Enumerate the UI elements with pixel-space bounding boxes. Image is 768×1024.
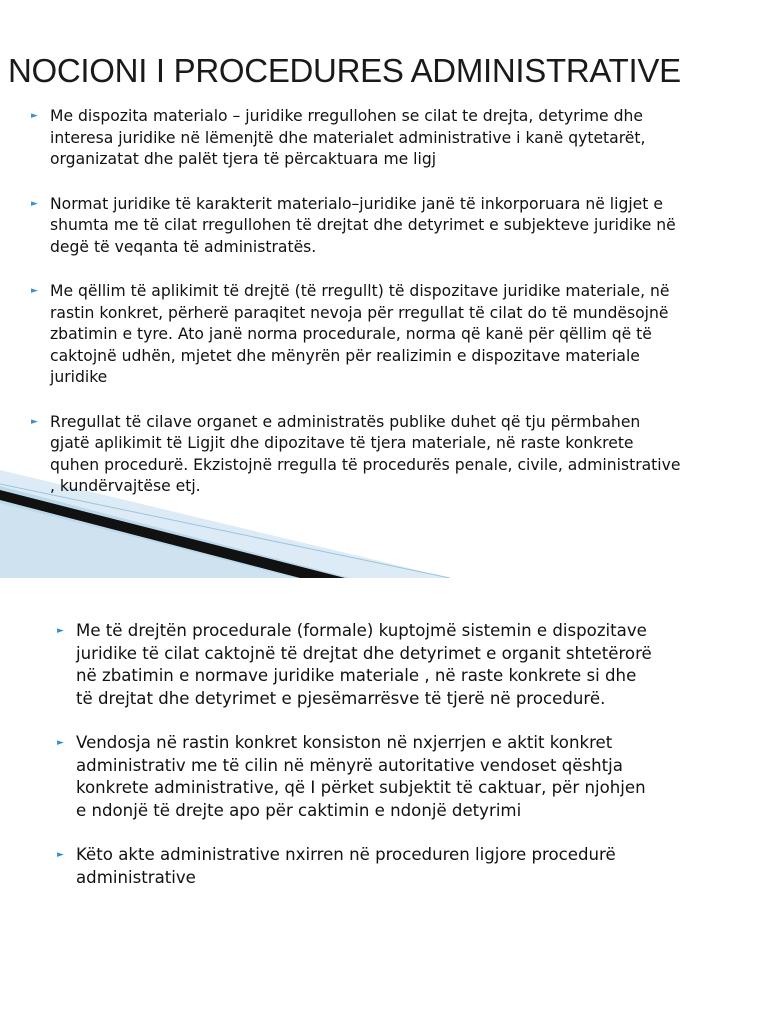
bullet-text: Vendosja në rastin konkret konsiston në nxjerrjen e aktit konkret administrativ me të cilin në mënyrë autoritative vendoset qështja konkrete administrative, që I përket subjektit të caktuar, për njohjen e ndonjë të drejte apo për caktimin e ndonjë detyrimi [76,733,646,820]
list-item [31,194,768,259]
triangle-right-icon: ► [31,198,38,209]
list-item [31,106,768,171]
triangle-right-icon: ► [31,286,38,296]
list-item [31,281,768,389]
bullet-text: Këto akte administrative nxirren në proceduren ligjore procedurë administrative [76,845,616,887]
page-title: NOCIONI I PROCEDURES ADMINISTRATIVE [8,52,681,89]
triangle-right-icon: ► [57,850,64,860]
bullet-text: Me dispozita materialo – juridike rregullohen se cilat te drejta, detyrime dhe interesa juridike në lëmenjtë dhe materialet administrative i kanë qytetarët, organizatat dhe palët tjera të përcaktuara me ligj [50,107,646,168]
slide-2 [0,578,768,1024]
bullet-list [57,620,768,911]
triangle-right-icon: ► [31,416,38,427]
list-item [31,412,768,498]
bullet-list [31,106,768,521]
list-item [57,844,768,889]
list-item [57,620,768,710]
bullet-text: Normat juridike të karakterit materialo–juridike janë të inkorporuara në ligjet e shumta me të cilat rregullohen të drejtat dhe detyrimet e subjekteve juridike në degë të veqanta të administratës. [50,194,676,256]
bullet-text: Me qëllim të aplikimit të drejtë (të rregullt) të dispozitave juridike materiale, në rastin konkret, përherë paraqitet nevoja për rregullat të cilat do të mundësojnë zbatimin e tyre. Ato janë norma procedurale, norma që kanë për qëllim që të caktojnë udhën, mjetet dhe mënyrën për realizimin e dispozitave materiale juridike [50,282,670,386]
bullet-text: Me të drejtën procedurale (formale) kuptojmë sistemin e dispozitave juridike të cilat caktojnë të drejtat dhe detyrimet e organit shtetërorë në zbatimin e normave juridike materiale , në raste konkrete si dhe të drejtat dhe detyrimet e pjesëmarrësve të tjerë në procedurë. [76,621,652,708]
list-item [57,732,768,822]
triangle-right-icon: ► [57,626,64,636]
bullet-text: Rregullat të cilave organet e administratës publike duhet që tju përmbahen gjatë aplikimit të Ligjit dhe dipozitave të tjera materiale, në raste konkrete quhen procedurë. Ekzistojnë rregulla të procedurës penale, civile, administrative , kundërvajtëse etj. [50,412,681,495]
triangle-right-icon: ► [31,111,38,121]
triangle-right-icon: ► [57,738,64,748]
